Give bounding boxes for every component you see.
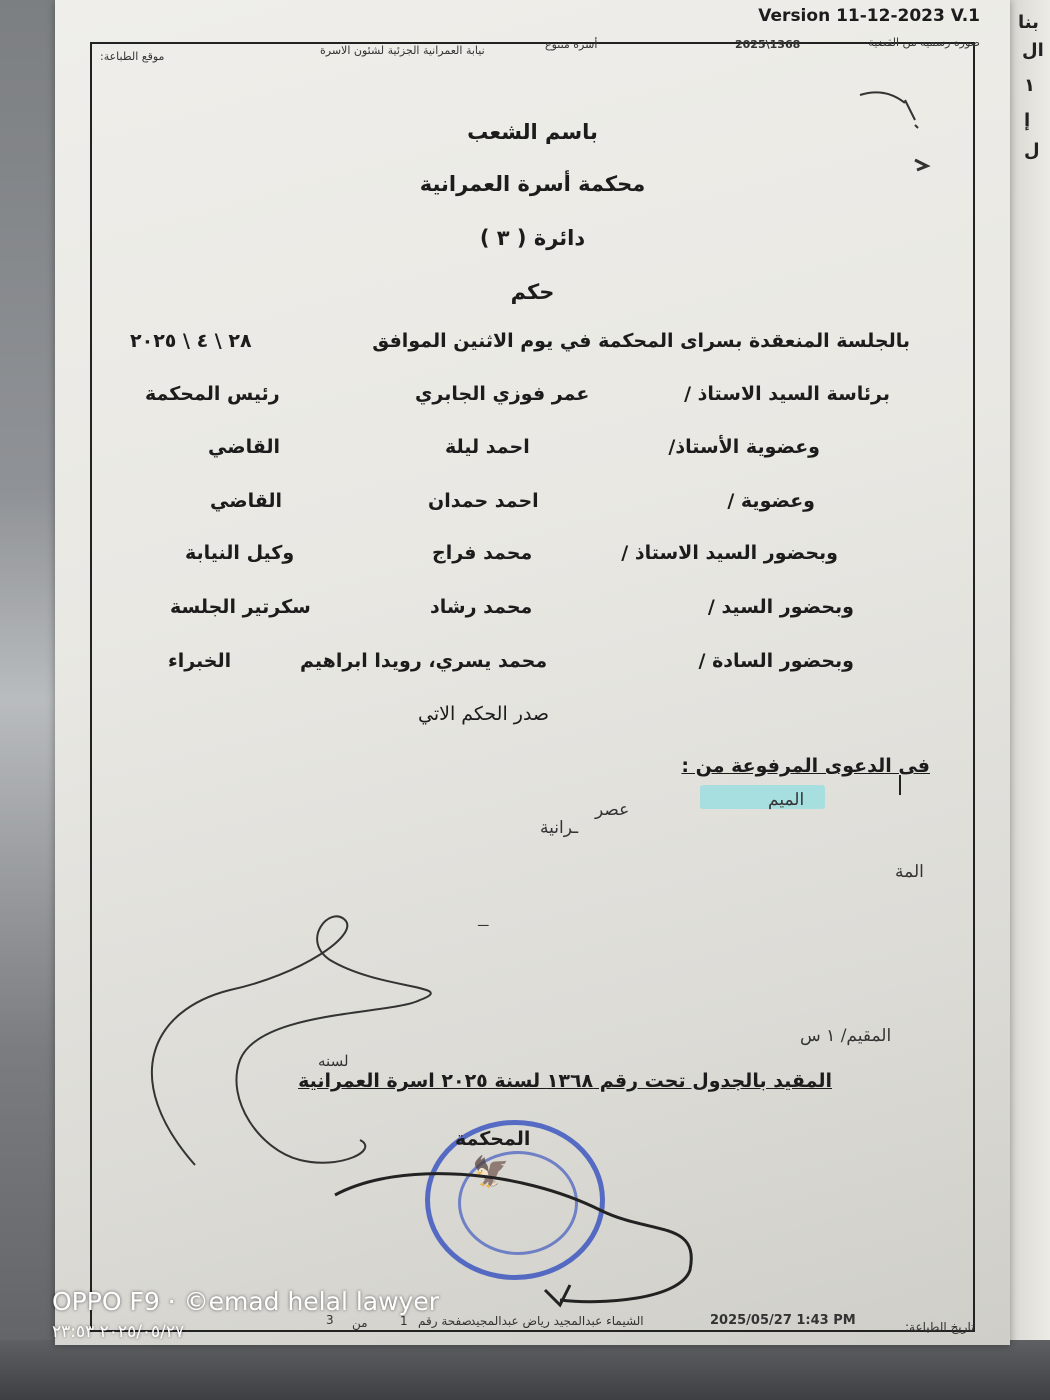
prosecution-name: نيابة العمرانية الجزئية لشئون الاسرة — [320, 44, 485, 57]
edge-text-3: ١ — [1024, 75, 1035, 96]
registry-year-note: لسنه — [318, 1052, 349, 1070]
panel-role: برئاسة السيد الاستاذ / — [684, 383, 890, 405]
judgment-title: حكم — [510, 280, 555, 304]
panel-title: القاضي — [210, 490, 283, 512]
panel-title: سكرتير الجلسة — [170, 596, 311, 618]
printed-by: الشيماء عبدالمجيد رياض عبدالمجيد — [470, 1314, 644, 1328]
panel-title: الخبراء — [168, 650, 232, 672]
plaintiff-name-partial: عصر — [595, 800, 630, 820]
panel-role: وبحضور السيد الاستاذ / — [621, 542, 838, 564]
camera-watermark: OPPO F9 · ©emad helal lawyer — [52, 1287, 439, 1316]
case-number: 2025\1368 — [735, 38, 801, 51]
camera-timestamp: ٢٠٢٥/٠٥/٢٧ ٢٣:٥٣ — [52, 1322, 185, 1342]
ellipsis-mark: ـــ — [478, 915, 489, 929]
in-the-name-of-people: باسم الشعب — [467, 120, 598, 144]
case-filed-by: فى الدعوى المرفوعة من : — [681, 755, 930, 777]
session-line: بالجلسة المنعقدة بسراى المحكمة في يوم الاثنين الموافق — [372, 330, 910, 352]
print-location: موقع الطباعة: — [100, 50, 165, 63]
defendant-partial: المة — [895, 862, 924, 882]
panel-title: القاضي — [208, 436, 281, 458]
court-name: محكمة أسرة العمرانية — [419, 172, 646, 196]
edge-text-2: ال — [1022, 40, 1044, 61]
resident-line: المقيم/ ١ س — [800, 1026, 892, 1046]
page-total: 3 — [326, 1313, 334, 1327]
plaintiff-partial: الميم — [768, 790, 805, 810]
panel-name: محمد فراج — [432, 542, 533, 564]
page-of: من — [352, 1316, 368, 1330]
panel-name: احمد حمدان — [428, 490, 539, 512]
edge-text-5: ل — [1024, 140, 1040, 161]
panel-name: محمد رشاد — [430, 596, 533, 618]
page-number: 1 — [400, 1314, 408, 1328]
panel-title: وكيل النيابة — [185, 542, 295, 564]
address-partial: ـرانية — [540, 818, 579, 838]
panel-role: وبحضور السيد / — [707, 596, 854, 618]
copy-label: صوره رسميه من القضية — [868, 36, 980, 49]
panel-role: وعضوية الأستاذ/ — [668, 436, 820, 458]
session-date: ٢٨ \ ٤ \ ٢٠٢٥ — [130, 330, 252, 352]
eagle-emblem-icon: 🦅 — [472, 1155, 510, 1190]
panel-name: عمر فوزي الجابري — [415, 383, 590, 405]
print-datetime: 2025/05/27 1:43 PM — [710, 1313, 856, 1328]
circuit-number: دائرة ( ٣ ) — [479, 226, 586, 250]
print-date-label: تاريخ الطباعة: — [905, 1320, 975, 1334]
panel-title: رئيس المحكمة — [145, 383, 280, 405]
verdict-intro: صدر الحكم الاتي — [418, 703, 550, 725]
stamp-label: المحكمة — [455, 1128, 531, 1150]
case-type: أسرة متنوع — [545, 38, 598, 51]
version-label: Version 11-12-2023 V.1 — [758, 6, 980, 26]
panel-role: وبحضور السادة / — [698, 650, 854, 672]
edge-text-4: إ — [1024, 110, 1031, 131]
panel-role: وعضوية / — [727, 490, 815, 512]
edge-text-1: بنا — [1018, 12, 1039, 33]
registry-line: المقيد بالجدول تحت رقم ١٣٦٨ لسنة ٢٠٢٥ اسرة العمرانية — [298, 1070, 832, 1092]
panel-name: محمد يسري، رويدا ابراهيم — [300, 650, 548, 672]
page-label: صفحة رقم — [418, 1314, 472, 1328]
panel-name: احمد ليلة — [445, 436, 530, 458]
